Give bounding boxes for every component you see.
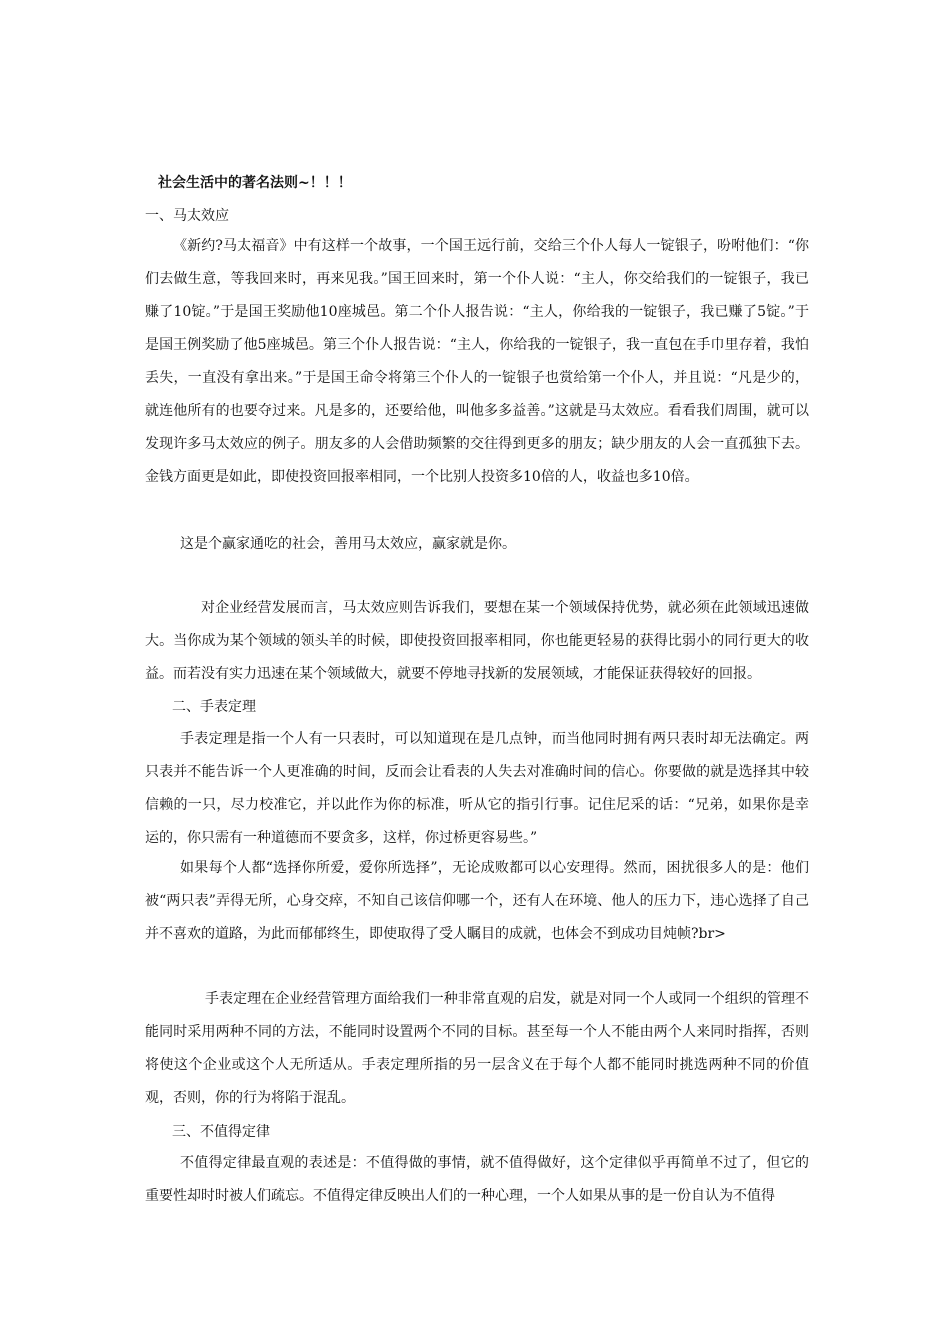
paragraph-matthew-business: 对企业经营发展而言，马太效应则告诉我们，要想在某一个领域保持优势，就必须在此领域迅速做大。当你成为某个领域的领头羊的时候，即使投资回报率相同，你也能更轻易的获得比弱小的同行更大的收益。而若没有实力迅速在某个领域做大，就要不停地寻找新的发展领域，才能保证获得较好的回报。: [145, 600, 809, 682]
paragraph-watch-choice: 如果每个人都“选择你所爱，爱你所选择”，无论成败都可以心安理得。然而，困扰很多人的是：他们被“两只表”弄得无所，心身交瘁，不知自己该信仰哪一个，还有人在环境、他人的压力下，违心选择了自己并不喜欢的道路，为此而郁郁终生，即使取得了受人瞩目的成就，也体会不到成功目炖帧?br>: [145, 860, 809, 942]
section-heading-matthew-effect: 一、马太效应: [145, 208, 229, 224]
paragraph-not-worth-definition: 不值得定律最直观的表述是：不值得做的事情，就不值得做好，这个定律似乎再简单不过了，但它的重要性却时时被人们疏忘。不值得定律反映出人们的一种心理，一个人如果从事的是一份自认为不值得: [145, 1155, 809, 1204]
paragraph-watch-business: 手表定理在企业经营管理方面给我们一种非常直观的启发，就是对同一个人或同一个组织的管理不能同时采用两种不同的方法，不能同时设置两个不同的目标。甚至每一个人不能由两个人来同时指挥，否则将使这个企业或这个人无所适从。手表定理所指的另一层含义在于每个人都不能同时挑选两种不同的价值观，否则，你的行为将陷于混乱。: [145, 991, 809, 1106]
paragraph-matthew-story: 《新约?马太福音》中有这样一个故事，一个国王远行前，交给三个仆人每人一锭银子，吩咐他们：“你们去做生意，等我回来时，再来见我。”国王回来时，第一个仆人说：“主人，你交给我们的一锭银子，我已赚了10锭。”于是国王奖励他10座城邑。第二个仆人报告说：“主人，你给我的一锭银子，我已赚了5锭。”于是国王例奖励了他5座城邑。第三个仆人报告说：“主人，你给我的一锭银子，我一直包在手巾里存着，我怕丢失，一直没有拿出来。”于是国王命令将第三个仆人的一锭银子也赏给第一个仆人，并且说：“凡是少的，就连他所有的也要夺过来。凡是多的，还要给他，叫他多多益善。”这就是马太效应。看看我们周围，就可以发现许多马太效应的例子。朋友多的人会借助频繁的交往得到更多的朋友；缺少朋友的人会一直孤独下去。金钱方面更是如此，即使投资回报率相同，一个比别人投资多10倍的人，收益也多10倍。: [145, 238, 809, 485]
paragraph-watch-definition: 手表定理是指一个人有一只表时，可以知道现在是几点钟，而当他同时拥有两只表时却无法确定。两只表并不能告诉一个人更准确的时间，反而会让看表的人失去对准确时间的信心。你要做的就是选择其中较信赖的一只，尽力校准它，并以此作为你的标准，听从它的指引行事。记住尼采的话：“兄弟，如果你是幸运的，你只需有一种道德而不要贪多，这样，你过桥更容易些。”: [145, 731, 809, 846]
section-heading-not-worth-law: 三、不值得定律: [172, 1124, 270, 1140]
document-title: 社会生活中的著名法则~！！！: [158, 175, 352, 191]
section-heading-watch-law: 二、手表定理: [172, 699, 256, 715]
paragraph-matthew-winner: 这是个赢家通吃的社会，善用马太效应，赢家就是你。: [180, 536, 516, 552]
